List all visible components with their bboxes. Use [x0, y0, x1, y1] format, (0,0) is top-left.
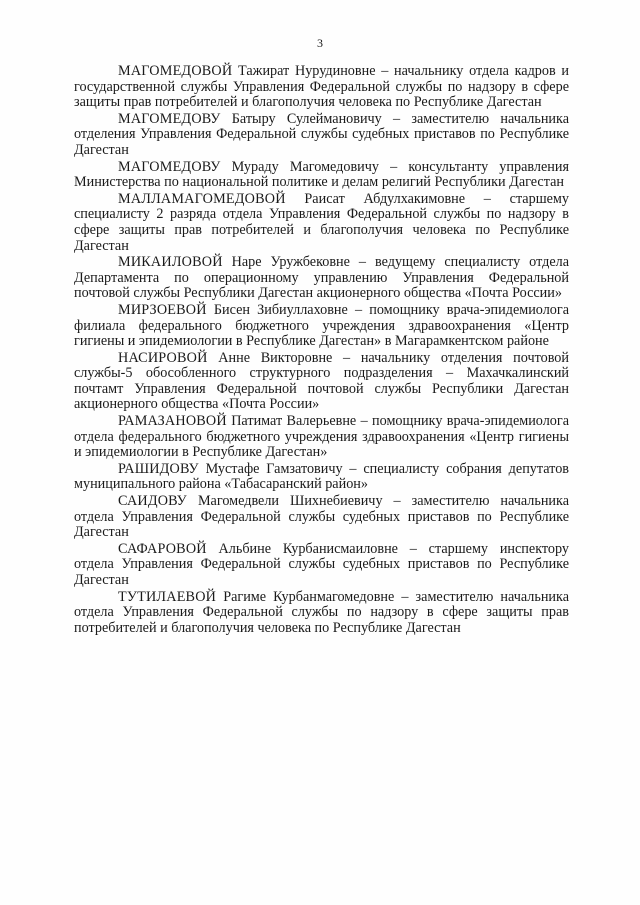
list-item — [74, 64, 569, 111]
list-item — [74, 255, 569, 302]
entry-text: Мураду Магомедовичу – консультанту управления Министерства по национальной политике и делам религий Республики Дагестан — [74, 158, 569, 191]
list-item — [74, 462, 569, 493]
entry-surname: РАМАЗАНОВОЙ — [118, 413, 227, 430]
list-item — [74, 351, 569, 413]
award-list — [74, 64, 569, 637]
entry-text: Магомедвели Шихнебиевичу – заместителю начальника отдела Управления Федеральной службы судебных приставов по Республике Дагестан — [74, 493, 569, 541]
list-item — [74, 414, 569, 461]
entry-surname: МАГОМЕДОВУ — [118, 110, 221, 127]
entry-text: Альбине Курбанисмаиловне – старшему инспектору отдела Управления Федеральной службы судебных приставов по Республике Дагестан — [74, 540, 570, 588]
list-item — [74, 192, 569, 254]
entry-surname: МАЛЛАМАГОМЕДОВОЙ — [118, 190, 286, 207]
list-item — [74, 303, 569, 350]
entry-surname: РАШИДОВУ — [118, 460, 199, 477]
list-item — [74, 542, 569, 589]
list-item — [74, 160, 569, 191]
page-number: 3 — [317, 36, 323, 50]
entry-surname: САФАРОВОЙ — [118, 540, 207, 557]
entry-text: Раисат Абдулхакимовне – старшему специалисту 2 разряда отдела Управления Федеральной службы по надзору в сфере защиты прав потребителей и благополучия человека по Республике Дагестан — [74, 190, 569, 254]
entry-text: Мустафе Гамзатовичу – специалисту собрания депутатов муниципального района «Табасаранский район» — [74, 460, 569, 493]
list-item — [74, 494, 569, 541]
entry-text: Анне Викторовне – начальнику отделения почтовой службы-5 обособленного структурного подразделения – Махачкалинский почтамт Управления Федеральной почтовой службы Республики Дагестан акционерного общества «Почта России» — [74, 349, 569, 413]
entry-surname: МАГОМЕДОВОЙ — [118, 63, 233, 79]
entry-text: Бисен Зибиуллаховне – помощнику врача-эпидемиолога филиала федерального бюджетного учреждения здравоохранения «Центр гигиены и эпидемиологии в Республике Дагестан» в Магарамкентском районе — [74, 301, 570, 350]
entry-text: Патимат Валерьевне – помощнику врача-эпидемиолога отдела федерального бюджетного учреждения здравоохранения «Центр гигиены и эпидемиологии в Республике Дагестан» — [74, 413, 570, 461]
entry-text: Батыру Сулеймановичу – заместителю начальника отделения Управления Федеральной службы судебных приставов по Республике Дагестан — [74, 110, 569, 158]
entry-surname: МИРЗОЕВОЙ — [118, 301, 207, 318]
entry-surname: НАСИРОВОЙ — [118, 349, 208, 366]
list-item — [74, 590, 569, 637]
entry-text: Наре Уружбековне – ведущему специалисту отдела Департамента по операционному управлению Управления Федеральной почтовой службы Республики Дагестан акционерного общества «Почта России» — [74, 254, 569, 302]
entry-text: Рагиме Курбанмагомедовне – заместителю начальника отдела Управления Федеральной службы по надзору в сфере защиты прав потребителей и благополучия человека по Республике Дагестан — [74, 588, 570, 636]
entry-surname: МАГОМЕДОВУ — [118, 158, 221, 175]
entry-text: Тажират Нурудиновне – начальнику отдела кадров и государственной службы Управления Федеральной службы по надзору в сфере защиты прав потребителей и благополучия человека по Республике Дагестан — [74, 63, 569, 111]
list-item — [74, 112, 569, 159]
entry-surname: ТУТИЛАЕВОЙ — [118, 588, 217, 605]
entry-surname: МИКАИЛОВОЙ — [118, 254, 223, 271]
entry-surname: САИДОВУ — [118, 493, 187, 510]
